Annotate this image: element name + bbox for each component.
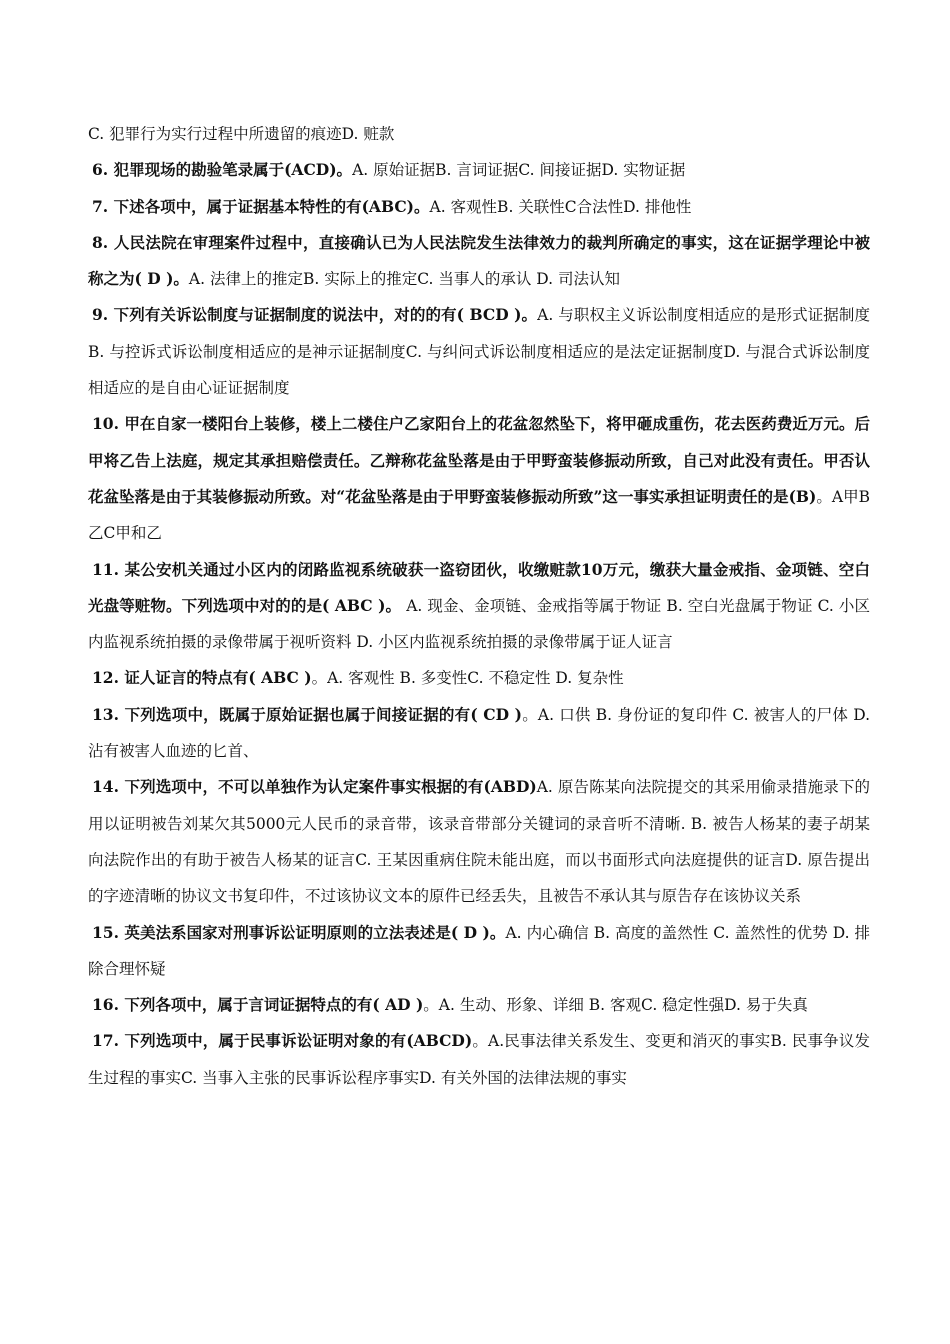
- answer-options: A. 现金、金项链、金戒指等属于物证 B. 空白光盘属于物证 C. 小区内监视系统拍摄的录像带属于视听资料 D. 小区内监视系统拍摄的录像带属于证人证言: [88, 596, 870, 652]
- item-text: C. 犯罪行为实行过程中所遗留的痕迹D. 赃款: [88, 125, 395, 143]
- item-5-continuation: [88, 116, 870, 152]
- question-text: 12. 证人证言的特点有( ABC ): [92, 668, 312, 688]
- question-6: [88, 152, 870, 188]
- question-text: 7. 下述各项中，属于证据基本特性的有(ABC)。: [92, 196, 430, 216]
- question-8: [88, 225, 870, 298]
- answer-options: 。A. 口供 B. 身份证的复印件 C. 被害人的尸体 D. 沾有被害人血迹的匕首、: [88, 705, 870, 761]
- question-14: [88, 769, 870, 914]
- answer-options: 。A甲B乙C甲和乙: [88, 487, 870, 543]
- question-9: [88, 297, 870, 406]
- answer-options: 。A. 客观性 B. 多变性C. 不稳定性 D. 复杂性: [311, 669, 624, 688]
- question-text: 13. 下列选项中，既属于原始证据也属于间接证据的有( CD ): [92, 704, 522, 724]
- question-text: 16. 下列各项中，属于言词证据特点的有( AD ): [92, 995, 424, 1015]
- answer-options: A. 法律上的推定B. 实际上的推定C. 当事人的承认 D. 司法认知: [188, 270, 621, 289]
- answer-options: A. 客观性B. 关联性C合法性D. 排他性: [429, 197, 692, 216]
- question-10: [88, 406, 870, 551]
- question-text: 15. 英美法系国家对刑事诉讼证明原则的立法表述是( D )。: [92, 922, 506, 942]
- answer-options: A. 与职权主义诉讼制度相适应的是形式证据制度B. 与控诉式诉讼制度相适应的是神示证据制度C. 与纠问式诉讼制度相适应的是法定证据制度D. 与混合式诉讼制度相适应的是自由心证证据制度: [88, 306, 870, 398]
- question-16: [88, 987, 870, 1023]
- document-page: [88, 116, 870, 1096]
- answer-options: A. 内心确信 B. 高度的盖然性 C. 盖然性的优势 D. 排除合理怀疑: [88, 923, 870, 978]
- question-text: 8. 人民法院在审理案件过程中，直接确认已为人民法院发生法律效力的裁判所确定的事实，这在证据学理论中被称之为( D )。: [88, 232, 870, 289]
- question-11: [88, 552, 870, 661]
- question-17: [88, 1023, 870, 1096]
- question-text: 10. 甲在自家一楼阳台上装修，楼上二楼住户乙家阳台上的花盆忽然坠下，将甲砸成重伤，花去医药费近万元。后甲将乙告上法庭，规定其承担赔偿责任。乙辩称花盆坠落是由于甲野蛮装修振动所致，自己对此没有责任。甲否认花盆坠落是由于其装修振动所致。对“花盆坠落是由于甲野蛮装修振动所致”这一事实承担证明责任的是(B): [88, 414, 870, 506]
- question-15: [88, 915, 870, 988]
- question-7: [88, 189, 870, 225]
- question-text: 9. 下列有关诉讼制度与证据制度的说法中，对的的有( BCD )。: [92, 305, 538, 325]
- question-13: [88, 697, 870, 770]
- answer-options: A. 原始证据B. 言词证据C. 间接证据D. 实物证据: [352, 161, 686, 180]
- answer-options: A. 原告陈某向法院提交的其采用偷录措施录下的用以证明被告刘某欠其5000元人民币的录音带，该录音带部分关键词的录音听不清晰. B. 被告人杨某的妻子胡某向法院作出的有助于被告人杨某的证言C. 王某因重病住院未能出庭，而以书面形式向法庭提供的证言D. 原告提出的字迹清晰的协议文书复印件，不过该协议文本的原件已经丢失，且被告不承认其与原告存在该协议关系: [88, 778, 870, 906]
- question-text: 17. 下列选项中，属于民事诉讼证明对象的有(ABCD): [92, 1031, 473, 1051]
- question-text: 6. 犯罪现场的勘验笔录属于(ACD)。: [92, 160, 353, 180]
- question-12: [88, 660, 870, 696]
- question-text: 11. 某公安机关通过小区内的闭路监视系统破获一盗窃团伙，收缴赃款10万元，缴获大量金戒指、金项链、空白光盘等赃物。下列选项中对的的是( ABC )。: [88, 559, 870, 615]
- answer-options: 。A.民事法律关系发生、变更和消灭的事实B. 民事争议发生过程的事实C. 当事入主张的民事诉讼程序事实D. 有关外国的法律法规的事实: [88, 1032, 870, 1087]
- answer-options: 。A. 生动、形象、详细 B. 客观C. 稳定性强D. 易于失真: [423, 996, 808, 1015]
- question-text: 14. 下列选项中，不可以单独作为认定案件事实根据的有(ABD): [92, 777, 537, 797]
